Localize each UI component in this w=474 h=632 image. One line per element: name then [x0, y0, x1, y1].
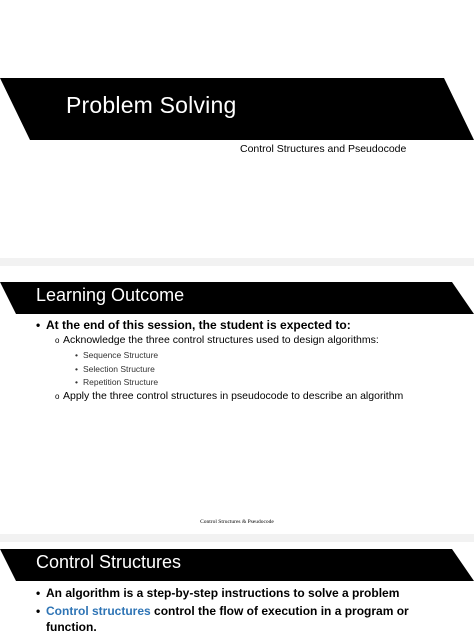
sub-bullet	[55, 390, 403, 402]
bullet-dot-icon: •	[36, 604, 41, 618]
slide-footer: Control Structures & Pseudocode	[200, 519, 274, 525]
bullet-text: control the flow of execution in a program or	[150, 604, 409, 618]
sub-bullet	[55, 334, 379, 346]
bullet-dot-icon: •	[75, 350, 78, 360]
bullet-continuation: function.	[46, 620, 97, 632]
slide-separator	[0, 534, 474, 542]
slide-heading: Learning Outcome	[36, 285, 185, 305]
circle-bullet-icon: o	[55, 392, 60, 401]
sub-bullet-text: Apply the three control structures in pseudocode to describe an algorithm	[63, 390, 404, 402]
bullet-dot-icon: •	[36, 318, 41, 332]
structure-item	[75, 364, 155, 374]
bullet-main	[36, 318, 351, 332]
bullet-item	[36, 604, 409, 618]
bullet-main-text: At the end of this session, the student is expected to:	[46, 318, 351, 332]
structure-item	[75, 377, 158, 387]
slide-title-text: Problem Solving	[66, 92, 237, 118]
sub-bullet-text: Acknowledge the three control structures used to design algorithms:	[63, 334, 379, 346]
slide-learning-outcome	[0, 266, 474, 534]
slide-title	[0, 0, 474, 258]
slide-separator	[0, 258, 474, 266]
circle-bullet-icon: o	[55, 336, 60, 345]
bullet-accent-text: Control structures	[46, 604, 151, 618]
slide-control-structures	[0, 542, 474, 632]
structure-item	[75, 350, 158, 360]
bullet-item	[36, 586, 399, 600]
bullet-dot-icon: •	[75, 364, 78, 374]
bullet-text: An algorithm is a step-by-step instructions to solve a problem	[46, 586, 400, 600]
structure-item-text: Selection Structure	[83, 364, 155, 374]
bullet-dot-icon: •	[75, 377, 78, 387]
structure-item-text: Sequence Structure	[83, 350, 159, 360]
structure-item-text: Repetition Structure	[83, 377, 159, 387]
slide-heading: Control Structures	[36, 552, 182, 572]
bullet-dot-icon: •	[36, 586, 41, 600]
slide-subtitle: Control Structures and Pseudocode	[240, 143, 407, 155]
